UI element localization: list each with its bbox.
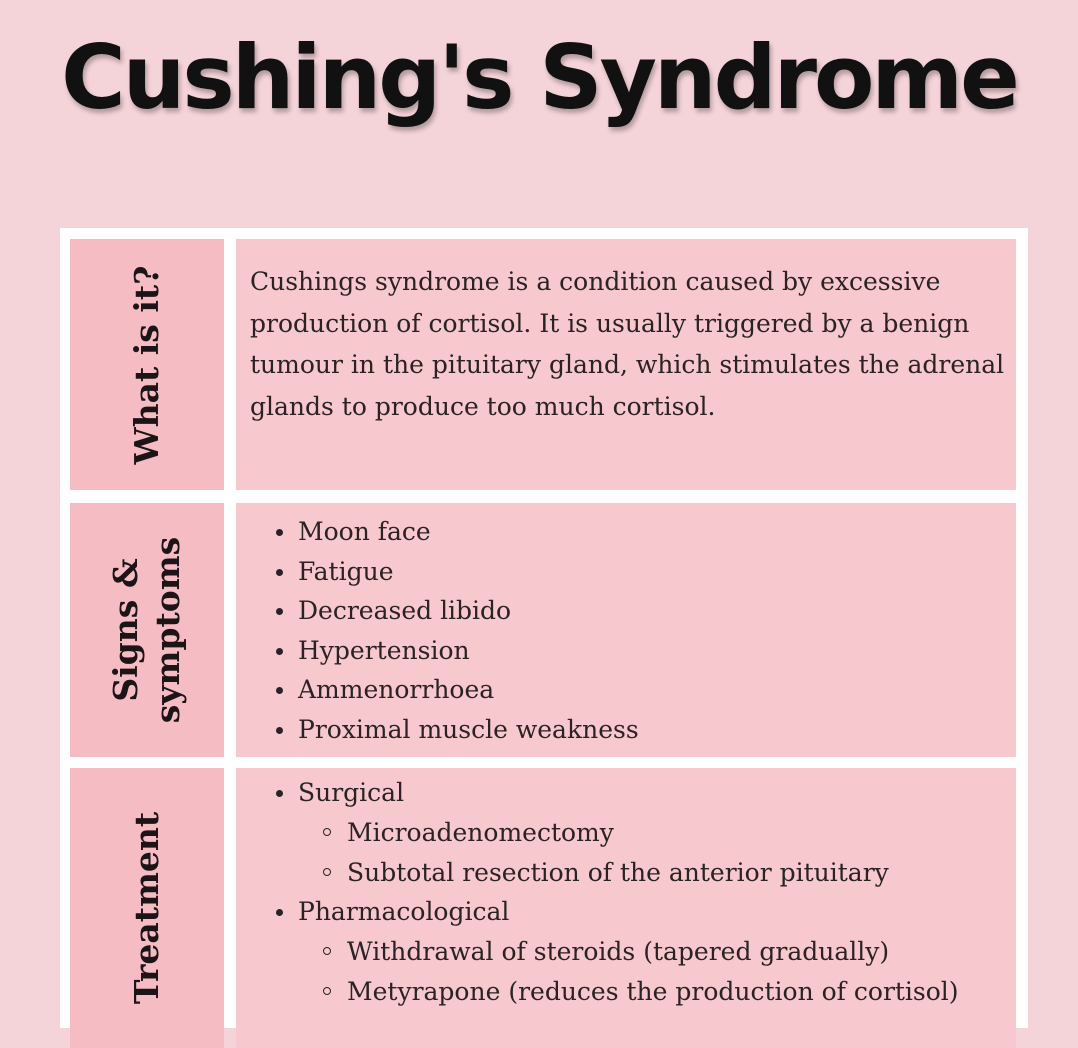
- symptom-item: Moon face: [236, 512, 639, 552]
- treatment-subitem: Subtotal resection of the anterior pituitary: [236, 853, 959, 893]
- table-row-treatment: [70, 768, 1016, 1048]
- treatment-category: Pharmacological: [236, 892, 959, 932]
- treatment-subitem: Microadenomectomy: [236, 813, 959, 853]
- info-table: [60, 228, 1028, 1028]
- symptom-item: Ammenorrhoea: [236, 670, 639, 710]
- symptom-item: Decreased libido: [236, 591, 639, 631]
- treatment-subitem: Withdrawal of steroids (tapered gradually): [236, 932, 959, 972]
- row-header-cell: [70, 768, 224, 1048]
- symptom-list: [236, 512, 639, 750]
- treatment-list: [236, 773, 959, 1012]
- row-content-cell: [236, 768, 1016, 1048]
- definition-text: Cushings syndrome is a condition caused by excessive production of cortisol. It is usually triggered by a benign tumour in the pituitary gland, which stimulates the adrenal glands to produce too much cortisol.: [250, 267, 1005, 421]
- row-header-line: symptoms: [148, 536, 187, 724]
- row-content-cell: [236, 503, 1016, 757]
- row-header-label: Treatment: [126, 811, 166, 1005]
- row-header-label: What is it?: [126, 265, 166, 464]
- row-header-cell: [70, 239, 224, 490]
- row-header-cell: [70, 503, 224, 757]
- table-row-signs-symptoms: [70, 503, 1016, 757]
- row-header-label: [105, 537, 189, 724]
- row-content-cell: [236, 239, 1016, 490]
- symptom-item: Hypertension: [236, 631, 639, 671]
- treatment-subitem: Metyrapone (reduces the production of cortisol): [236, 972, 959, 1012]
- row-header-line: Signs &: [105, 558, 145, 702]
- treatment-category: Surgical: [236, 773, 959, 813]
- page-title: Cushing's Syndrome: [61, 26, 1017, 129]
- table-row-what-is-it: [70, 239, 1016, 490]
- symptom-item: Fatigue: [236, 552, 639, 592]
- symptom-item: Proximal muscle weakness: [236, 710, 639, 750]
